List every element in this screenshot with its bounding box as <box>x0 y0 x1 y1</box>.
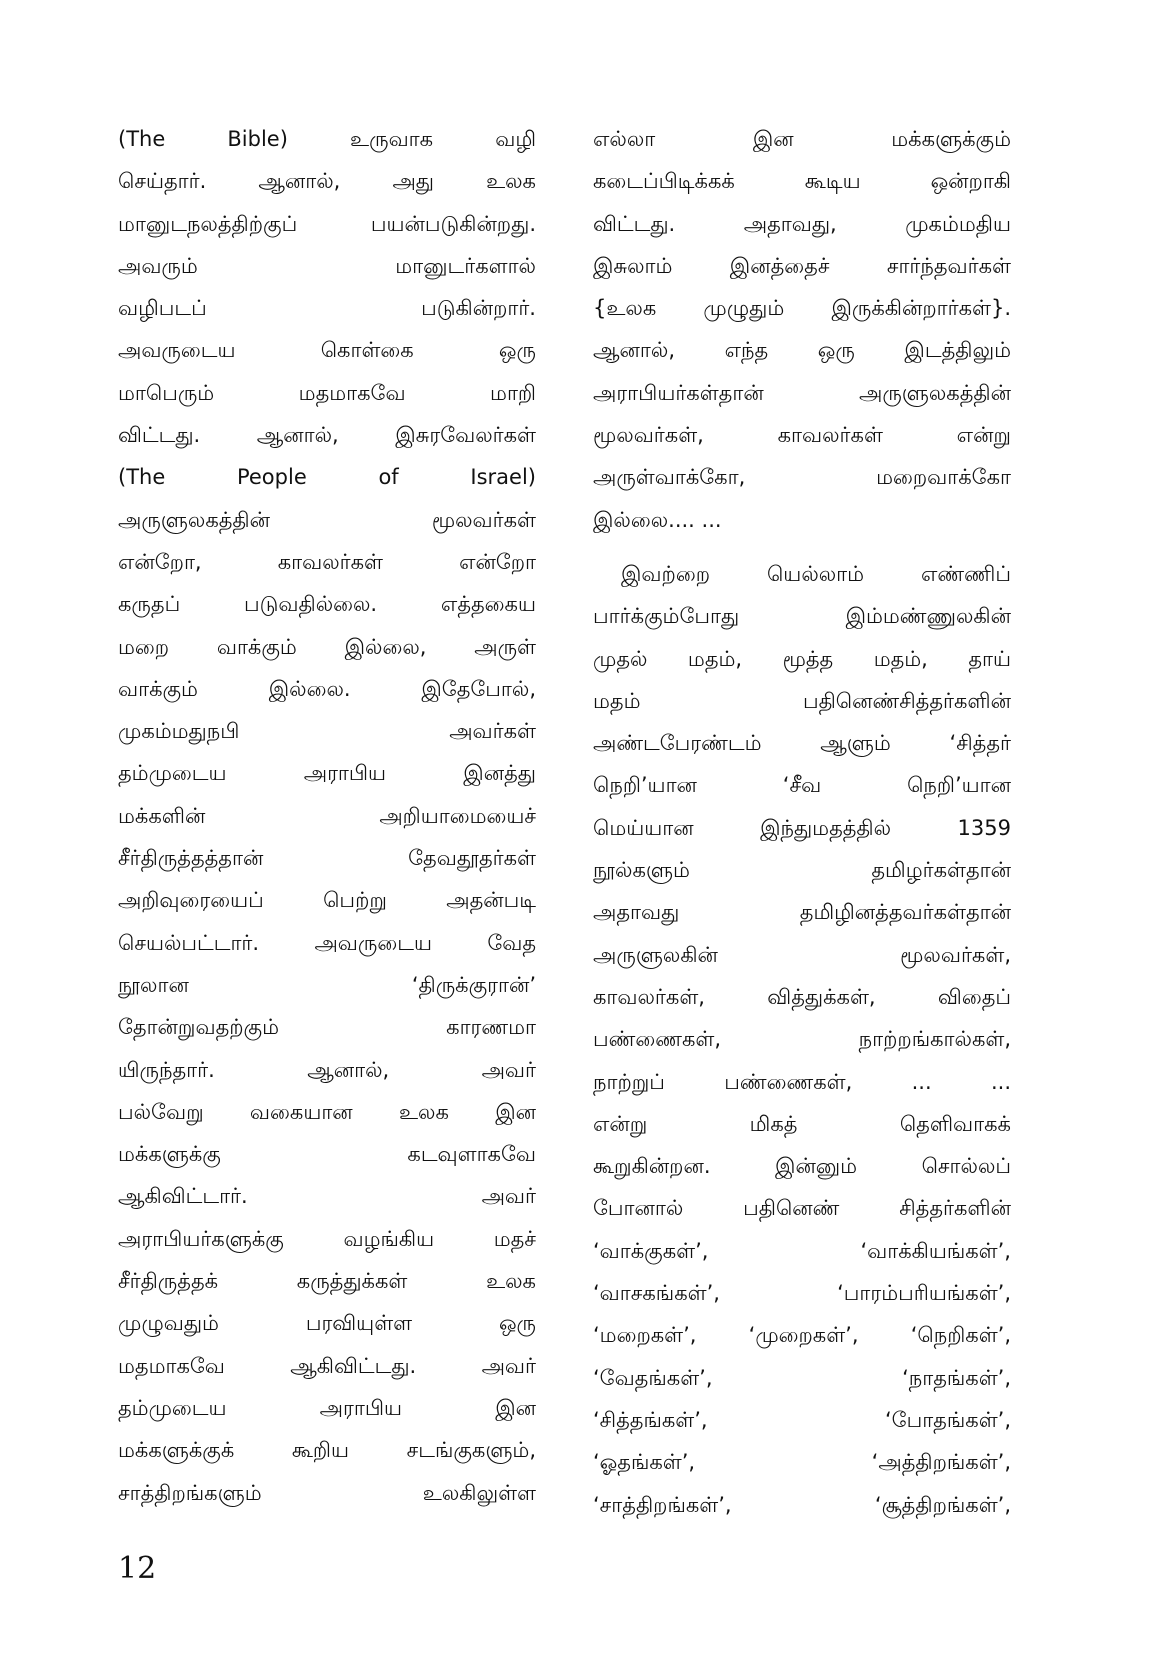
text-line: நெறி’யான ‘சீவ நெறி’யான <box>593 773 1011 798</box>
text-line: தோன்றுவதற்கும் காரணமா <box>118 1015 536 1040</box>
text-line: அருள்வாக்கோ, மறைவாக்கோ <box>593 465 1011 490</box>
text-line: ‘வாக்குகள்’, ‘வாக்கியங்கள்’, <box>593 1238 1011 1263</box>
text-line: செய்தார். ஆனால், அது உலக <box>118 169 536 194</box>
text-line: இவற்றை யெல்லாம் எண்ணிப் <box>621 561 1011 586</box>
text-line: அறிவுரையைப் பெற்று அதன்படி <box>118 888 536 913</box>
text-line: சாத்திறங்களும் உலகிலுள்ள <box>118 1480 536 1505</box>
text-line: கூறுகின்றன. இன்னும் சொல்லப் <box>593 1154 1011 1179</box>
text-line: தம்முடைய அராபிய இனத்து <box>118 761 536 786</box>
text-line: வாக்கும் இல்லை. இதேபோல், <box>118 676 536 701</box>
text-line: மாபெரும் மதமாகவே மாறி <box>118 380 536 405</box>
text-line: அண்டபேரண்டம் ஆளும் ‘சித்தர் <box>593 731 1011 756</box>
text-line: என்றோ, காவலர்கள் என்றோ <box>118 549 536 574</box>
text-line: செயல்பட்டார். அவருடைய வேத <box>118 930 536 955</box>
text-line: அருளுலகத்தின் மூலவர்கள் <box>118 507 536 532</box>
text-line: விட்டது. ஆனால், இசுரவேலர்கள் <box>118 423 536 448</box>
text-line: ஆனால், எந்த ஒரு இடத்திலும் <box>593 338 1011 363</box>
text-line: காவலர்கள், வித்துக்கள், விதைப் <box>593 984 1011 1009</box>
text-line: யிருந்தார். ஆனால், அவர் <box>118 1057 536 1082</box>
text-line: மறை வாக்கும் இல்லை, அருள் <box>118 634 536 659</box>
text-line: {உலக முழுதும் இருக்கின்றார்கள்}. <box>593 296 1011 321</box>
text-line: அராபியர்களுக்கு வழங்கிய மதச் <box>118 1226 536 1251</box>
text-line: பல்வேறு வகையான உலக இன <box>118 1099 536 1124</box>
text-line: முகம்மதுநபி அவர்கள் <box>118 719 536 744</box>
page-number: 12 <box>118 1551 157 1586</box>
text-line: (The Bible) உருவாக வழி <box>118 127 536 151</box>
text-line: அவரும் மானுடர்களால் <box>118 253 536 278</box>
text-line: மூலவர்கள், காவலர்கள் என்று <box>593 423 1011 448</box>
text-line: (The People of Israel) <box>118 465 536 490</box>
text-line: அராபியர்கள்தான் அருளுலகத்தின் <box>593 380 1011 405</box>
right-text-column <box>593 118 1011 1526</box>
right-paragraph-1 <box>593 118 1011 541</box>
text-line: கருதப் படுவதில்லை. எத்தகைய <box>118 592 536 617</box>
text-line: ‘வேதங்கள்’, ‘நாதங்கள்’, <box>593 1365 1011 1390</box>
text-line: மானுடநலத்திற்குப் பயன்படுகின்றது. <box>118 211 536 236</box>
text-line: தம்முடைய அராபிய இன <box>118 1395 536 1420</box>
text-line: அதாவது தமிழினத்தவர்கள்தான் <box>593 900 1011 925</box>
text-line: பண்ணைகள், நாற்றங்கால்கள், <box>593 1027 1011 1052</box>
text-line: என்று மிகத் தெளிவாகக் <box>593 1111 1011 1136</box>
text-line: கடைப்பிடிக்கக் கூடிய ஒன்றாகி <box>593 169 1011 194</box>
text-line: மக்களுக்கு கடவுளாகவே <box>118 1142 536 1167</box>
text-line: அவருடைய கொள்கை ஒரு <box>118 338 536 363</box>
text-line: இல்லை.... ... <box>593 507 722 532</box>
text-line: நூலான ‘திருக்குரான்’ <box>118 972 536 997</box>
text-line: பார்க்கும்போது இம்மண்ணுலகின் <box>593 604 1011 629</box>
text-line: நூல்களும் தமிழர்கள்தான் <box>593 858 1011 883</box>
text-line: போனால் பதினெண் சித்தர்களின் <box>593 1196 1011 1221</box>
text-line: மெய்யான இந்துமதத்தில் 1359 <box>593 815 1011 840</box>
left-text-column <box>118 118 536 1514</box>
text-line: ஆகிவிட்டார். அவர் <box>118 1184 536 1209</box>
text-line: இசுலாம் இனத்தைச் சார்ந்தவர்கள் <box>593 253 1011 278</box>
text-line: ‘சாத்திறங்கள்’, ‘சூத்திறங்கள்’, <box>593 1492 1011 1517</box>
right-paragraph-2 <box>593 553 1011 1526</box>
text-line: மக்களுக்குக் கூறிய சடங்குகளும், <box>118 1438 536 1463</box>
text-line: மதமாகவே ஆகிவிட்டது. அவர் <box>118 1353 536 1378</box>
text-line: சீர்திருத்தக் கருத்துக்கள் உலக <box>118 1269 536 1294</box>
text-line: விட்டது. அதாவது, முகம்மதிய <box>593 211 1011 236</box>
text-line: ‘சித்தங்கள்’, ‘போதங்கள்’, <box>593 1407 1011 1432</box>
text-line: ‘ஓதங்கள்’, ‘அத்திறங்கள்’, <box>593 1450 1011 1475</box>
text-line: எல்லா இன மக்களுக்கும் <box>593 127 1011 151</box>
text-line: ‘வாசகங்கள்’, ‘பாரம்பரியங்கள்’, <box>593 1281 1011 1306</box>
text-line: நாற்றுப் பண்ணைகள், ... ... <box>593 1069 1011 1094</box>
text-line: முழுவதும் பரவியுள்ள ஒரு <box>118 1311 536 1336</box>
text-line: மக்களின் அறியாமையைச் <box>118 803 536 828</box>
paragraph-gap <box>593 541 1011 553</box>
text-line: வழிபடப் படுகின்றார். <box>118 296 536 321</box>
text-line: சீர்திருத்தத்தான் தேவதூதர்கள் <box>118 846 536 871</box>
text-line: அருளுலகின் மூலவர்கள், <box>593 942 1011 967</box>
text-line: ‘மறைகள்’, ‘முறைகள்’, ‘நெறிகள்’, <box>593 1323 1011 1348</box>
text-line: முதல் மதம், மூத்த மதம், தாய் <box>593 646 1011 671</box>
text-line: மதம் பதினெண்சித்தர்களின் <box>593 688 1011 713</box>
